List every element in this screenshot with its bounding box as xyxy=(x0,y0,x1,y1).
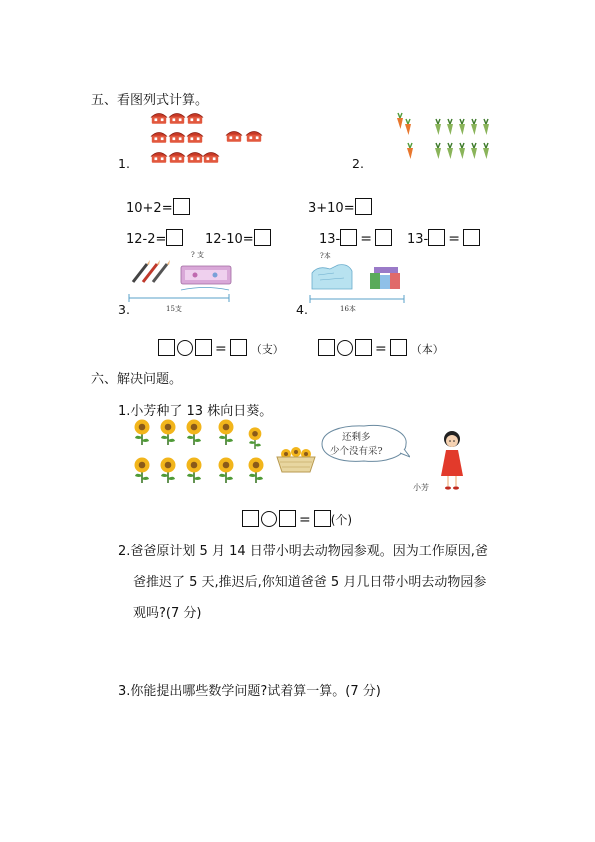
problem-3-number: 3. xyxy=(118,302,130,317)
equation-c: 12-2= xyxy=(126,229,183,247)
pencils-picture xyxy=(125,252,235,312)
answer-box[interactable] xyxy=(158,339,175,356)
answer-box[interactable] xyxy=(279,510,296,527)
girl-icon xyxy=(436,428,472,494)
question-2-line-1: 2.爸爸原计划 5 月 14 日带小明去动物园参观。因为工作原因,爸 xyxy=(118,544,488,559)
equation-problem-4: = （本） xyxy=(318,339,444,357)
house-icon xyxy=(151,113,262,162)
equation-problem-3: = （支） xyxy=(158,339,284,357)
answer-box[interactable] xyxy=(173,198,190,215)
problem-1-number: 1. xyxy=(118,156,130,171)
pencil-icon xyxy=(133,260,170,282)
equation-f: 13- = xyxy=(407,229,480,247)
answer-box[interactable] xyxy=(318,339,335,356)
carrots-picture xyxy=(383,110,493,168)
answer-box[interactable] xyxy=(355,339,372,356)
problem-2-number: 2. xyxy=(352,156,364,171)
section-5-heading: 五、看图列式计算。 xyxy=(91,93,209,108)
answer-box[interactable] xyxy=(195,339,212,356)
girl-name-label: 小芳 xyxy=(413,483,429,492)
sunflowers-picture xyxy=(128,419,273,491)
book-icon xyxy=(312,265,400,289)
sunflower-icon xyxy=(135,420,264,484)
equation-a: 10+2= xyxy=(126,198,190,216)
question-1-text: 1.小芳种了 13 株向日葵。 xyxy=(118,404,273,419)
answer-box[interactable] xyxy=(340,229,357,246)
houses-picture xyxy=(150,110,270,170)
problem-3-question: ? 支 xyxy=(191,251,204,259)
operator-circle[interactable] xyxy=(177,340,193,356)
equation-e: 13- = xyxy=(319,229,392,247)
unit-label: （支） xyxy=(250,343,284,356)
answer-box[interactable] xyxy=(355,198,372,215)
equation-d: 12-10= xyxy=(205,229,271,247)
answer-box[interactable] xyxy=(242,510,259,527)
equation-question-1: = (个) xyxy=(242,510,352,528)
problem-4-total: 16本 xyxy=(340,305,356,313)
books-picture xyxy=(308,255,408,310)
operator-circle[interactable] xyxy=(337,340,353,356)
problem-3-total: 15支 xyxy=(166,305,182,313)
equation-b: 3+10= xyxy=(308,198,372,216)
answer-box[interactable] xyxy=(375,229,392,246)
answer-box[interactable] xyxy=(463,229,480,246)
unit-label: (个) xyxy=(330,513,353,527)
operator-circle[interactable] xyxy=(261,511,277,527)
problem-4-number: 4. xyxy=(296,302,308,317)
question-2-line-2: 爸推迟了 5 天,推迟后,你知道爸爸 5 月几日带小明去动物园参 xyxy=(133,575,487,590)
answer-box[interactable] xyxy=(230,339,247,356)
answer-box[interactable] xyxy=(314,510,331,527)
basket-icon xyxy=(274,444,318,474)
answer-box[interactable] xyxy=(166,229,183,246)
section-6-heading: 六、解决问题。 xyxy=(91,372,183,387)
answer-box[interactable] xyxy=(254,229,271,246)
bubble-line-1: 还剩多 xyxy=(342,432,371,443)
question-3-text: 3.你能提出哪些数学问题?试着算一算。(7 分) xyxy=(118,684,381,699)
answer-box[interactable] xyxy=(390,339,407,356)
answer-box[interactable] xyxy=(428,229,445,246)
pencil-box-icon xyxy=(181,266,231,284)
question-2-line-3: 观吗?(7 分) xyxy=(133,606,202,621)
problem-4-question: ?本 xyxy=(320,252,331,260)
bubble-line-2: 少个没有采? xyxy=(330,446,383,457)
unit-label: （本） xyxy=(410,343,444,356)
